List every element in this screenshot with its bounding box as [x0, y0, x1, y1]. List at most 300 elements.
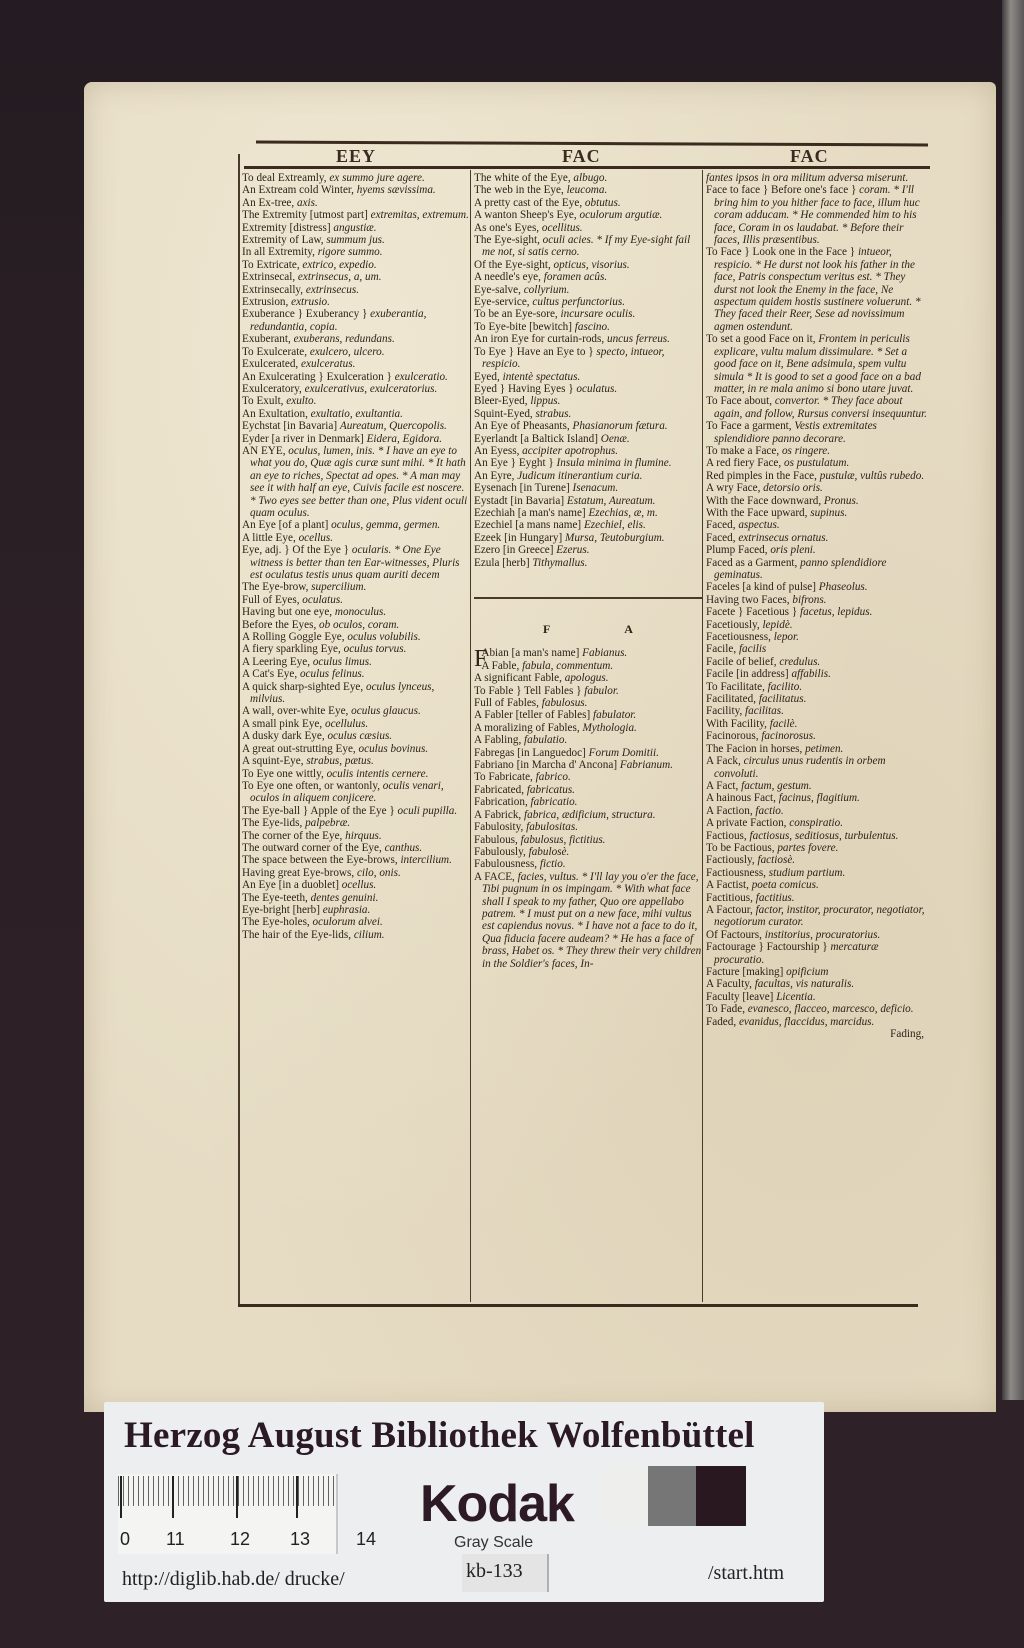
dictionary-entry [242, 916, 470, 928]
entry-latin: oculus felinus. [299, 668, 365, 681]
entry-latin: Ezechiel, elis. [583, 519, 646, 532]
dictionary-entry [474, 184, 702, 196]
entry-headword: Bleer-Eyed, [474, 395, 531, 408]
dictionary-entry [474, 308, 702, 320]
entry-latin: oculatus. [576, 382, 618, 395]
entry-latin: factitius. [755, 891, 795, 904]
entry-latin: Isenacum. [572, 482, 619, 495]
dictionary-entry [242, 830, 470, 842]
gray-swatch-light [600, 1466, 648, 1526]
dictionary-entry [706, 457, 928, 469]
entry-latin: fabulatio. [524, 734, 568, 747]
dictionary-entry [242, 519, 470, 531]
entry-latin: oculus, gemma, germen. [331, 519, 441, 532]
entry-latin: oris pleni. [770, 544, 816, 557]
dictionary-entry [242, 408, 470, 420]
entry-headword: A needle's eye, [474, 271, 544, 284]
dictionary-entry [474, 395, 702, 407]
running-head-center: FAC [562, 146, 601, 166]
entry-latin: oculorum argutiæ. [579, 209, 663, 222]
column-2 [474, 172, 702, 970]
entry-latin: facilito. [767, 680, 803, 693]
left-border-rule [238, 154, 240, 1304]
entry-headword: A Fact, [706, 779, 742, 792]
entry-latin: oculorum alvei. [312, 916, 383, 929]
column-divider-2 [702, 170, 703, 1302]
dictionary-entry [706, 755, 928, 780]
dictionary-entry [706, 507, 928, 519]
entry-latin: extrusio. [291, 296, 330, 309]
dictionary-entry [242, 420, 470, 432]
entry-headword: An Eyess, [474, 444, 523, 457]
entry-latin: obtutus. [584, 196, 621, 209]
catchword: Fading, [890, 1028, 924, 1041]
dictionary-entry [242, 904, 470, 916]
entry-latin: partes fovere. [777, 841, 839, 854]
entry-headword: Plump Faced, [706, 544, 771, 557]
entry-headword: A Rolling Goggle Eye, [242, 631, 348, 644]
entry-latin: specto, intueor, respicio. [482, 345, 665, 371]
dictionary-entry [706, 966, 928, 978]
dictionary-entry [242, 209, 470, 221]
entry-latin: fictio. [539, 858, 566, 871]
dictionary-entry [242, 395, 470, 407]
entry-headword: The hair of the Eye-lids, [242, 928, 354, 941]
entry-headword: An Eyre, [474, 469, 518, 482]
kodak-reference-card [104, 1402, 824, 1602]
entry-headword: An Extream cold Winter, [242, 184, 357, 197]
entry-headword: Ezeek [in Hungary] [474, 531, 566, 544]
entry-latin: hirquus. [345, 829, 382, 842]
entry-headword: Ezechiel [a mans name] [474, 519, 584, 532]
dictionary-entry [706, 557, 928, 582]
entry-latin: ocellus. [298, 531, 334, 544]
dictionary-entry [242, 222, 470, 234]
entry-headword: To Extricate, [242, 258, 303, 271]
dictionary-entry [706, 606, 928, 618]
entry-headword: A Fabrick, [474, 808, 525, 821]
entry-headword: Before the Eyes, [242, 618, 320, 631]
entry-headword: A Fabler [teller of Fables] [474, 709, 593, 722]
entry-headword: Fabregas [in Languedoc] [474, 746, 589, 759]
entry-headword: To Fable } Tell Fables } [474, 684, 585, 697]
dictionary-entry [242, 768, 470, 780]
entry-latin: fabulor. [584, 684, 619, 697]
dictionary-entry [242, 705, 470, 717]
entry-headword: With the Face downward, [706, 494, 824, 507]
entry-latin: Mursa, Teutoburgium. [565, 531, 665, 544]
entry-latin: pustulæ, vultûs rubedo. [819, 469, 925, 482]
entry-headword: Facility, [706, 705, 746, 718]
entry-headword: A wall, over-white Eye, [242, 705, 352, 718]
dictionary-entry [242, 197, 470, 209]
dictionary-entry [474, 544, 702, 556]
entry-latin: fabulositas. [526, 821, 579, 834]
dictionary-entry [474, 271, 702, 283]
dictionary-entry [706, 482, 928, 494]
dictionary-entry [242, 718, 470, 730]
ruler-label: 14 [356, 1529, 377, 1549]
entry-headword: Exuberant, [242, 333, 294, 346]
entry-headword: An iron Eye for curtain-rods, [474, 333, 607, 346]
entry-headword: A hainous Fact, [706, 792, 779, 805]
entry-latin: Eidera, Egidora. [366, 432, 443, 445]
entry-headword: The Eye-brow, [242, 581, 312, 594]
entry-latin: hyems sævissima. [356, 184, 436, 197]
entry-headword: Eyder [a river in Denmark] [242, 432, 367, 445]
entry-latin: Insula minima in flumine. [556, 457, 672, 470]
entry-latin: Fabrianum. [619, 759, 673, 772]
dictionary-entry [706, 792, 928, 804]
entry-latin: Aureatum, Quercopolis. [339, 420, 447, 433]
dictionary-entry [706, 705, 928, 717]
dictionary-entry [474, 321, 702, 333]
entry-latin: petimen. [805, 742, 844, 755]
dictionary-entry [242, 817, 470, 829]
entry-headword: Having two Faces, [706, 593, 793, 606]
dictionary-entry [242, 780, 470, 805]
entry-headword: Factitious, [706, 891, 756, 904]
entry-headword: Eysenach [in Turene] [474, 482, 573, 495]
entry-headword: Extremity [distress] [242, 221, 334, 234]
entry-headword: To make a Face, [706, 444, 782, 457]
header-rule [244, 166, 930, 169]
entry-headword: AN EYE, [242, 444, 289, 457]
entry-latin: accipiter apotrophus. [522, 444, 619, 457]
dictionary-entry [242, 308, 470, 333]
scale-ruler [118, 1474, 377, 1554]
dictionary-entry [474, 871, 702, 970]
entry-latin: oculis venari, oculos in aliquem conjicere. [250, 779, 444, 805]
entry-latin: panno splendidiore geminatus. [714, 556, 887, 581]
entry-latin: ocularis. * One Eye witness is better than ten Ear-witnesses, Pluris est oculatus testis unus quam auriti decem [250, 544, 460, 581]
entry-latin: fabrico. [535, 771, 571, 784]
entry-headword: Eystadt [in Bavaria] [474, 494, 567, 507]
entry-headword: A Factour, [706, 903, 756, 916]
entry-latin: exulcerativus, exulceratorius. [304, 382, 438, 395]
dictionary-entry [706, 929, 928, 941]
entry-headword: Faceles [a kind of pulse] [706, 581, 819, 594]
dictionary-entry [474, 858, 702, 870]
entry-latin: ocellitus. [541, 221, 583, 234]
ruler-major-tick [120, 1476, 122, 1518]
running-heads [238, 146, 930, 166]
entry-headword: Full of Fables, [474, 697, 542, 710]
dictionary-entry [706, 743, 928, 755]
dictionary-entry [242, 246, 470, 258]
dictionary-entry [242, 879, 470, 891]
entry-latin: extrinsecus ornatus. [738, 531, 829, 544]
entry-headword: To Exult, [242, 395, 287, 408]
entry-latin: monoculus. [334, 606, 387, 619]
ruler-ticks [118, 1476, 336, 1506]
entry-latin: oculus lynceus, milvius. [250, 680, 435, 706]
entry-headword: Extremity of Law, [242, 234, 327, 247]
entry-latin: aspectus. [738, 519, 780, 532]
entry-headword: Ezechiah [a man's name] [474, 506, 589, 519]
dictionary-entry [474, 470, 702, 482]
dictionary-entry [242, 892, 470, 904]
entry-latin: supercilium. [311, 581, 367, 594]
entry-headword: To Eye one often, or wantonly, [242, 779, 383, 792]
dictionary-entry [706, 495, 928, 507]
entry-headword: The Eye-holes, [242, 916, 313, 929]
dictionary-entry [242, 383, 470, 395]
entry-headword: The space between the Eye-brows, [242, 854, 401, 867]
entry-headword: Facile, [706, 643, 739, 656]
dictionary-entry [706, 854, 928, 866]
dictionary-entry [242, 730, 470, 742]
entry-latin: factiosus, seditiosus, turbulentus. [749, 829, 899, 842]
entry-headword: A little Eye, [242, 531, 299, 544]
dictionary-entry [474, 734, 702, 746]
section-heading-fa: F A [543, 622, 669, 636]
entry-latin: credulus. [779, 655, 821, 668]
entry-latin: facinorosus. [761, 730, 816, 743]
entry-latin: Ezechias, æ, m. [588, 506, 658, 519]
entry-headword: Factourage } Factourship } [706, 941, 831, 954]
dictionary-entry [474, 519, 702, 531]
dictionary-entry [474, 747, 702, 759]
dictionary-entry [474, 222, 702, 234]
entry-headword: The Extremity [utmost part] [242, 209, 371, 222]
entry-latin: extrinsecus. [305, 283, 360, 296]
entry-latin: cilium. [353, 928, 385, 941]
dictionary-entry [242, 643, 470, 655]
dictionary-entry [242, 929, 470, 941]
entry-headword: Red pimples in the Face, [706, 469, 820, 482]
dictionary-entry [242, 346, 470, 358]
ruler-label: 12 [230, 1529, 251, 1549]
entry-headword: A Leering Eye, [242, 655, 313, 668]
entry-headword: A moralizing of Fables, [474, 721, 583, 734]
entry-headword: Faculty [leave] [706, 990, 777, 1003]
entry-headword: An Eye of Pheasants, [474, 420, 573, 433]
entry-headword: Fabulosity, [474, 821, 527, 834]
dictionary-entry [242, 284, 470, 296]
dictionary-entry [242, 259, 470, 271]
dictionary-entry [706, 978, 928, 990]
entry-headword: An Exulcerating } Exulceration } [242, 370, 395, 383]
entry-latin: os ringere. [781, 444, 831, 457]
column-divider-1 [470, 170, 471, 1302]
entry-headword: Fabricated, [474, 783, 527, 796]
entry-latin: oculatus. [302, 593, 344, 606]
entry-headword: Facile [in address] [706, 668, 792, 681]
entry-headword: A fiery sparkling Eye, [242, 643, 344, 656]
entry-headword: Eyed, [474, 370, 503, 383]
entry-latin: foramen acûs. [543, 271, 608, 284]
entry-headword: Of Factours, [706, 928, 765, 941]
entry-headword: To Face a garment, [706, 420, 795, 433]
entry-latin: facilitas. [745, 705, 784, 718]
dictionary-entry [474, 507, 702, 519]
entry-latin: Ezerus. [556, 544, 590, 557]
ruler-label: 0 [120, 1529, 131, 1549]
entry-latin: facetus, lepidus. [800, 606, 873, 619]
entry-latin: mercaturæ procuratio. [714, 941, 879, 966]
entry-latin: facilè. [769, 717, 798, 730]
entry-latin: fascino. [574, 320, 610, 333]
dictionary-entry [474, 672, 702, 684]
entry-headword: An Exultation, [242, 407, 311, 420]
entry-latin: oculis intentis cernere. [326, 767, 429, 780]
dictionary-entry [706, 892, 928, 904]
entry-latin: fabula, commentum. [522, 659, 614, 672]
entry-latin: Vestis extremitates splendidiore panno decorare. [714, 420, 877, 445]
entry-latin: leucoma. [566, 184, 608, 197]
ruler-major-tick [172, 1476, 174, 1518]
entry-headword: Eye-bright [herb] [242, 903, 323, 916]
dictionary-entry [242, 619, 470, 631]
entry-headword: Extrinsecal, [242, 271, 298, 284]
entry-latin: intentè spectatus. [502, 370, 581, 383]
entry-headword: A dusky dark Eye, [242, 730, 328, 743]
dictionary-entry [474, 457, 702, 469]
entry-latin: ocellus. [341, 879, 377, 892]
entry-headword: A Cat's Eye, [242, 668, 300, 681]
entry-headword: A wry Face, [706, 482, 764, 495]
drop-cap: F [474, 646, 488, 673]
entry-headword: As one's Eyes, [474, 221, 542, 234]
dictionary-entry [242, 854, 470, 866]
entry-latin: exulcero, ulcero. [309, 345, 385, 358]
dictionary-entry [242, 172, 470, 184]
entry-headword: Faced, [706, 531, 739, 544]
dictionary-entry [242, 371, 470, 383]
gray-swatch-dark [696, 1466, 746, 1526]
entry-latin: coram. * I'll bring him to you hither face to face, illum huc coram adducam. * He commended him to his face, Coram in os laudabat. * Before their faces, Illis præsentibus. [714, 184, 920, 247]
dictionary-entry [242, 184, 470, 196]
entry-latin: poeta comicus. [751, 879, 819, 892]
dictionary-entry [706, 879, 928, 891]
entry-latin: Estatum, Aureatum. [566, 494, 656, 507]
dictionary-entry [242, 606, 470, 618]
entry-latin: ob oculos, coram. [319, 618, 400, 631]
entry-latin: apologus. [564, 672, 609, 685]
entry-headword: A squint-Eye, [242, 755, 307, 768]
entry-headword: To be an Eye-sore, [474, 308, 561, 321]
entry-headword: Of the Eye-sight, [474, 258, 554, 271]
dictionary-entry [242, 296, 470, 308]
entry-headword: A significant Fable, [474, 672, 565, 685]
entry-headword: Having great Eye-brows, [242, 866, 357, 879]
dictionary-entry [706, 991, 928, 1003]
dictionary-entry [242, 271, 470, 283]
entry-headword: The web in the Eye, [474, 184, 567, 197]
dictionary-entry [242, 594, 470, 606]
entry-latin: oculus limus. [312, 655, 372, 668]
dictionary-entry [474, 209, 702, 221]
dictionary-entry [474, 433, 702, 445]
dictionary-entry [242, 681, 470, 706]
entry-headword: Fabulously, [474, 845, 529, 858]
ruler-major-tick [236, 1476, 238, 1518]
entry-latin: uncus ferreus. [606, 333, 670, 346]
entry-headword: Facile of belief, [706, 655, 780, 668]
entry-latin: intercilium. [400, 854, 452, 867]
dictionary-entry [242, 234, 470, 246]
column-2-fa-entries [474, 647, 702, 970]
kodak-logo: Kodak [420, 1475, 574, 1533]
entry-headword: Abian [a man's name] [481, 647, 583, 660]
entry-headword: The Eye-sight, [474, 234, 543, 247]
dictionary-entry [706, 780, 928, 792]
entry-latin: factor, institor, procurator, negotiator, negotiorum curator. [714, 903, 925, 929]
entry-latin: Phaseolus. [818, 581, 868, 594]
dictionary-entry [706, 941, 928, 966]
entry-headword: To deal Extreamly, [242, 172, 330, 184]
dictionary-entry [706, 172, 928, 184]
dictionary-entry [706, 904, 928, 929]
entry-headword: To Fade, [706, 1003, 748, 1016]
gray-swatch-mid [648, 1466, 696, 1526]
entry-latin: ex summo jure agere. [329, 172, 425, 184]
entry-headword: A wanton Sheep's Eye, [474, 209, 580, 222]
entry-latin: institorius, procuratorius. [764, 928, 881, 941]
dictionary-entry [474, 796, 702, 808]
entry-headword: A FACE, [474, 870, 518, 883]
entry-headword: The Eye-ball } Apple of the Eye } [242, 804, 398, 817]
entry-headword: Full of Eyes, [242, 593, 303, 606]
entry-latin: cultus perfunctorius. [532, 296, 625, 309]
entry-latin: os pustulatum. [783, 457, 850, 470]
entry-headword: Facetiously, [706, 618, 763, 631]
entry-headword: A small pink Eye, [242, 717, 325, 730]
entry-latin: cilo, onis. [356, 866, 401, 879]
entry-latin: facultas, vis naturalis. [754, 978, 855, 991]
entry-latin: oculus glaucus. [351, 705, 421, 718]
dictionary-entry [474, 532, 702, 544]
entry-latin: Judicum itinerantium curia. [517, 469, 643, 482]
library-title: Herzog August Bibliothek Wolfenbüttel [124, 1415, 755, 1456]
entry-latin: lepor. [773, 631, 799, 644]
entry-headword: Factious, [706, 829, 750, 842]
entry-latin: oculus, lumen, inis. * I have an eye to what you do, Quæ agis curæ sunt mihi. * It hath an eye to riches, Spectat ad opes. * A man may see it with half an eye, Cuivis facile est noscere. * Two eyes see better than one, Plus vident oculi quam oculus. [250, 444, 468, 519]
entry-headword: An Eye [of a plant] [242, 519, 332, 532]
scanner-edge [1002, 0, 1024, 1400]
entry-latin: extrico, expedio. [302, 258, 377, 271]
entry-headword: In all Extremity, [242, 246, 318, 259]
dictionary-entry [474, 685, 702, 697]
entry-headword: Eyerlandt [a Baltick Island] [474, 432, 601, 445]
entry-latin: oculus volubilis. [347, 631, 421, 644]
entry-latin: opificium [786, 966, 829, 978]
dictionary-entry [706, 1003, 928, 1015]
entry-latin: circulus unus rudentis in orbem convoluti. [714, 755, 886, 780]
entry-latin: strabus. [535, 407, 572, 420]
entry-latin: euphrasia. [322, 903, 371, 916]
entry-latin: evanesco, flacceo, marcesco, deficio. [747, 1003, 914, 1016]
dictionary-entry [242, 333, 470, 345]
entry-headword: Fabulousness, [474, 858, 540, 871]
shelfmark: kb-133 [466, 1560, 523, 1582]
entry-headword: Faced as a Garment, [706, 556, 801, 569]
entry-latin: albugo. [573, 172, 608, 184]
dictionary-entry [474, 759, 702, 771]
entry-latin: factiosè. [757, 854, 796, 867]
entry-latin: exulceratio. [394, 370, 448, 383]
dictionary-entry [706, 246, 928, 333]
dictionary-entry [242, 631, 470, 643]
dictionary-entry [242, 842, 470, 854]
entry-headword: Having but one eye, [242, 606, 335, 619]
entry-headword: Ezero [in Greece] [474, 544, 557, 557]
entry-latin: Pronus. [823, 494, 859, 507]
dictionary-entry [474, 660, 702, 672]
dictionary-entry [474, 771, 702, 783]
entry-headword: To Face about, [706, 395, 775, 408]
